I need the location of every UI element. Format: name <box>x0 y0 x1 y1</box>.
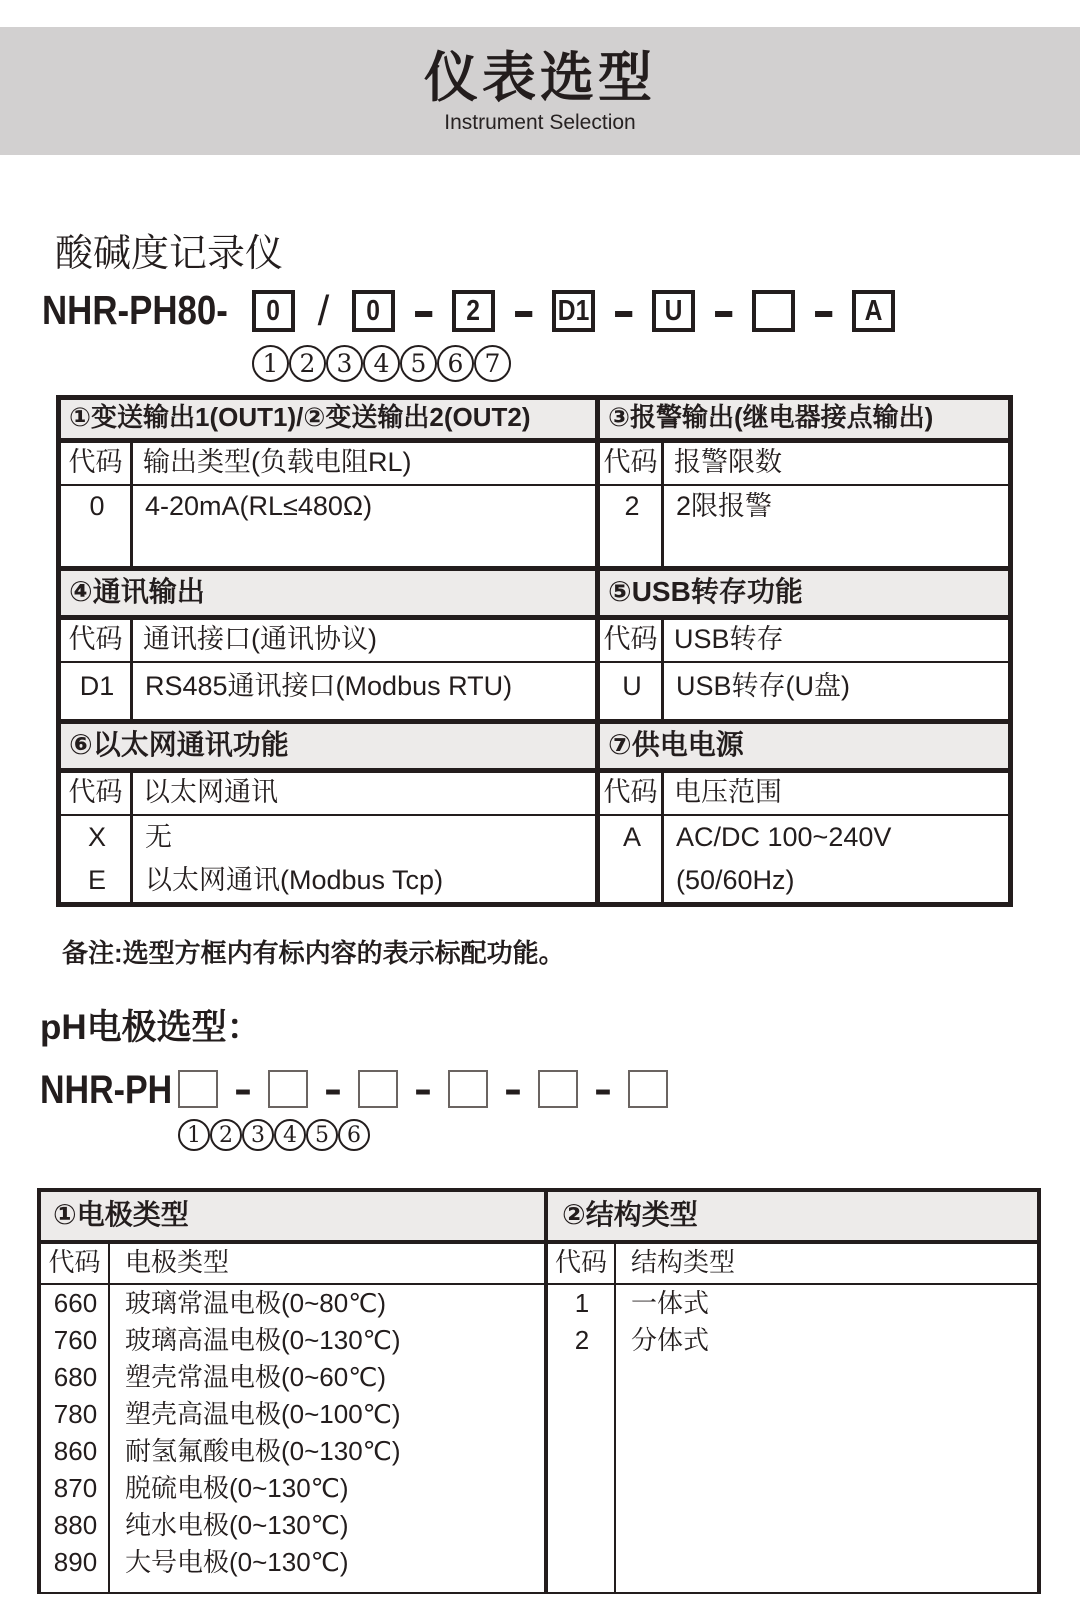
column-divider <box>661 486 664 566</box>
code-box-6-empty <box>752 290 795 332</box>
type-column-header: 电极类型 <box>125 1247 230 1277</box>
recorder-selection-table <box>56 395 1013 907</box>
table-row <box>41 1544 544 1581</box>
column-header-row <box>61 620 595 663</box>
label-cell: 塑壳常温电极(0~60℃) <box>125 1362 387 1392</box>
column-divider <box>130 663 133 719</box>
table2-section-header-row <box>41 1192 1037 1244</box>
label-cell: 脱硫电极(0~130℃) <box>125 1473 349 1503</box>
separator-slash: / <box>317 287 330 334</box>
code-box-5-empty <box>538 1070 578 1108</box>
page-title: 仪表选型 <box>424 48 656 109</box>
section-header-electrode-type: ①电极类型 <box>41 1192 548 1240</box>
header-banner <box>0 27 1080 155</box>
type-column-header: 结构类型 <box>631 1247 736 1277</box>
code-cell: 860 <box>53 1436 98 1466</box>
code-box-6-empty <box>628 1070 668 1108</box>
column-divider <box>130 486 133 566</box>
section-header-alarm-output: ③报警输出(继电器接点输出) <box>608 402 934 432</box>
position-circle-5: 5 <box>306 1119 338 1151</box>
table1-section-2 <box>61 571 1008 724</box>
table-row <box>41 1322 544 1359</box>
position-circle-1: 1 <box>178 1119 210 1151</box>
code-box-2: 0 <box>352 290 395 332</box>
column-divider <box>661 816 664 902</box>
code-column-header: 代码 <box>548 1244 616 1283</box>
section-header-comm-output: ④通讯输出 <box>61 571 600 615</box>
code-column-header: 代码 <box>600 773 664 814</box>
code-box-1: 0 <box>252 290 295 332</box>
label-cell: 大号电极(0~130℃) <box>125 1547 349 1577</box>
code-cell: U <box>622 671 642 701</box>
code-column-header: 代码 <box>61 773 133 814</box>
code-box-7: A <box>852 290 895 332</box>
table1-right-half <box>600 773 1008 902</box>
type-column-header: 输出类型(负载电阻RL) <box>143 447 412 477</box>
code-cell: 880 <box>53 1510 98 1540</box>
column-divider <box>108 1285 110 1592</box>
data-rows <box>41 1285 544 1592</box>
column-divider <box>614 1285 616 1592</box>
recorder-position-circle-row <box>252 343 511 383</box>
recorder-section-title: 酸碱度记录仪 <box>55 233 284 275</box>
column-header-row <box>600 443 1008 486</box>
data-rows <box>61 486 595 566</box>
electrode-model-prefix: NHR-PH <box>40 1068 173 1112</box>
table1-section-1 <box>61 400 1008 571</box>
data-rows <box>600 486 1008 566</box>
separator-dash: - <box>712 282 735 338</box>
code-cell: X <box>87 822 106 852</box>
table1-left-half <box>61 443 600 566</box>
table-row <box>61 663 595 709</box>
separator-dash: - <box>612 282 635 338</box>
recorder-code-box-row <box>252 282 895 338</box>
position-circle-2: 2 <box>210 1119 242 1151</box>
position-circle-4: 4 <box>363 345 400 382</box>
table1-right-half <box>600 443 1008 566</box>
label-cell: AC/DC 100~240V <box>676 822 892 852</box>
code-column-header: 代码 <box>61 620 133 661</box>
label-cell: 分体式 <box>631 1325 710 1355</box>
separator-dash: - <box>812 282 835 338</box>
table-row <box>41 1433 544 1470</box>
type-column-header: 电压范围 <box>674 777 782 807</box>
electrode-code-box-row <box>178 1064 668 1112</box>
column-header-row <box>61 443 595 486</box>
table-row <box>61 486 595 526</box>
electrode-position-circle-row <box>178 1118 370 1152</box>
label-cell: 无 <box>145 822 172 852</box>
type-column-header: 通讯接口(通讯协议) <box>143 624 377 654</box>
data-rows <box>600 663 1008 719</box>
column-header-row <box>600 620 1008 663</box>
table-row <box>41 1285 544 1322</box>
label-cell: USB转存(U盘) <box>676 671 850 701</box>
table1-left-half <box>61 620 600 719</box>
label-cell: 玻璃常温电极(0~80℃) <box>125 1288 387 1318</box>
table-row <box>548 1285 1037 1322</box>
table-row <box>61 816 595 859</box>
section-header-power: ⑦供电电源 <box>608 729 744 760</box>
code-cell: 660 <box>53 1288 98 1318</box>
table1-section-header-row <box>61 724 1008 773</box>
data-rows <box>61 816 595 902</box>
table-row <box>61 859 595 902</box>
table-row <box>41 1359 544 1396</box>
section-header-usb: ⑤USB转存功能 <box>608 576 803 607</box>
table1-section-header-row <box>61 571 1008 620</box>
data-rows <box>548 1285 1037 1592</box>
position-circle-6: 6 <box>437 345 474 382</box>
table-row <box>548 1322 1037 1359</box>
code-cell: 890 <box>53 1547 98 1577</box>
note-text: 备注:选型方框内有标内容的表示标配功能。 <box>62 938 565 968</box>
label-cell: 纯水电极(0~130℃) <box>125 1510 349 1540</box>
code-box-4-empty <box>448 1070 488 1108</box>
code-column-header: 代码 <box>41 1244 110 1283</box>
code-cell: 2 <box>574 1325 590 1355</box>
table-row <box>41 1507 544 1544</box>
table2-right-half <box>548 1244 1037 1592</box>
position-circle-6: 6 <box>338 1119 370 1151</box>
table1-right-half <box>600 620 1008 719</box>
position-circle-3: 3 <box>326 345 363 382</box>
separator-dash: - <box>512 282 535 338</box>
electrode-selection-table <box>37 1188 1041 1594</box>
code-cell: E <box>87 865 106 895</box>
type-column-header: 报警限数 <box>674 447 782 477</box>
position-circle-5: 5 <box>400 345 437 382</box>
code-box-2-empty <box>268 1070 308 1108</box>
label-cell: (50/60Hz) <box>676 865 795 895</box>
separator-dash: - <box>594 1064 612 1112</box>
code-cell: A <box>622 822 641 852</box>
separator-dash: - <box>324 1064 342 1112</box>
page-subtitle: Instrument Selection <box>444 110 636 134</box>
position-circle-2: 2 <box>289 345 326 382</box>
table1-left-half <box>61 773 600 902</box>
code-box-3-empty <box>358 1070 398 1108</box>
code-cell: 780 <box>53 1399 98 1429</box>
electrode-section-title: pH电极选型： <box>40 1008 262 1047</box>
label-cell: RS485通讯接口(Modbus RTU) <box>145 671 513 701</box>
code-cell: 2 <box>624 491 640 521</box>
code-cell: D1 <box>79 671 115 701</box>
code-box-1-empty <box>178 1070 218 1108</box>
label-cell: 2限报警 <box>676 491 773 521</box>
column-header-row <box>548 1244 1037 1285</box>
column-header-row <box>600 773 1008 816</box>
code-cell <box>600 859 664 902</box>
separator-dash: - <box>504 1064 522 1112</box>
label-cell: 4-20mA(RL≤480Ω) <box>145 491 373 521</box>
label-cell: 玻璃高温电极(0~130℃) <box>125 1325 401 1355</box>
section-header-out1-out2: ①变送输出1(OUT1)/②变送输出2(OUT2) <box>61 400 600 438</box>
data-rows <box>600 816 1008 902</box>
position-circle-4: 4 <box>274 1119 306 1151</box>
table2-left-half <box>41 1244 548 1592</box>
label-cell: 塑壳高温电极(0~100℃) <box>125 1399 401 1429</box>
position-circle-7: 7 <box>474 345 511 382</box>
column-divider <box>130 816 133 902</box>
code-cell: 0 <box>89 491 105 521</box>
label-cell: 一体式 <box>631 1288 710 1318</box>
code-column-header: 代码 <box>61 443 133 484</box>
data-rows <box>61 663 595 719</box>
table-row <box>41 1470 544 1507</box>
section-header-ethernet: ⑥以太网通讯功能 <box>61 724 600 768</box>
position-circle-1: 1 <box>252 345 289 382</box>
code-box-3: 2 <box>452 290 495 332</box>
recorder-model-prefix: NHR-PH80- <box>42 287 228 333</box>
code-column-header: 代码 <box>600 443 664 484</box>
separator-dash: - <box>412 282 435 338</box>
separator-dash: - <box>414 1064 432 1112</box>
label-cell: 以太网通讯(Modbus Tcp) <box>145 865 444 895</box>
table1-section-header-row <box>61 400 1008 443</box>
section-header-structure-type: ②结构类型 <box>562 1199 698 1230</box>
code-cell: 680 <box>53 1362 98 1392</box>
table1-section-3 <box>61 724 1008 902</box>
column-divider <box>661 663 664 719</box>
type-column-header: 以太网通讯 <box>143 777 278 807</box>
separator-dash: - <box>234 1064 252 1112</box>
position-circle-3: 3 <box>242 1119 274 1151</box>
column-header-row <box>41 1244 544 1285</box>
code-cell: 870 <box>53 1473 98 1503</box>
column-header-row <box>61 773 595 816</box>
code-box-4: D1 <box>552 290 595 332</box>
code-cell: 760 <box>53 1325 98 1355</box>
label-cell: 耐氢氟酸电极(0~130℃) <box>125 1436 401 1466</box>
code-column-header: 代码 <box>600 620 664 661</box>
type-column-header: USB转存 <box>674 624 784 654</box>
table-row <box>41 1396 544 1433</box>
code-cell: 1 <box>574 1288 590 1318</box>
code-box-5: U <box>652 290 695 332</box>
